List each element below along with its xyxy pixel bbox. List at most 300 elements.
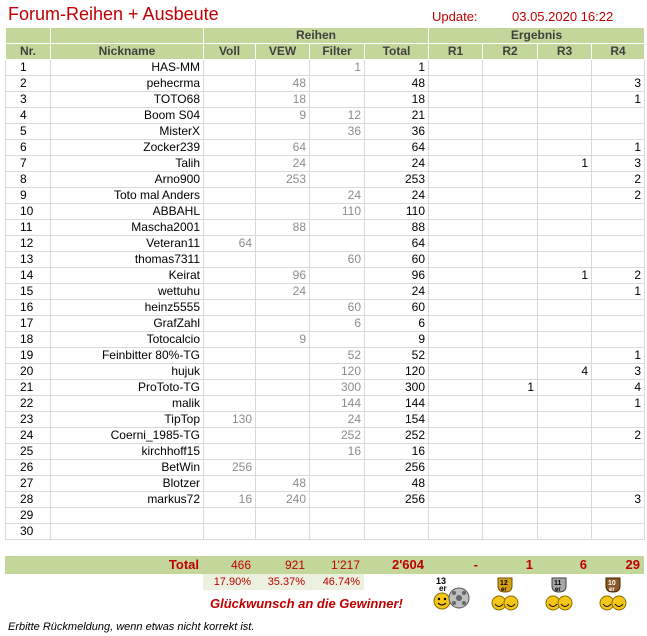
icon-label-10: 10 — [608, 580, 616, 587]
cell-r1 — [429, 124, 483, 140]
cell-nickname: pehecrma — [51, 76, 204, 92]
cell-voll — [204, 60, 256, 76]
cell-r2 — [483, 460, 538, 476]
cell-r4: 3 — [592, 156, 645, 172]
cell-total: 60 — [365, 252, 429, 268]
cell-r3 — [538, 284, 592, 300]
cell-filter — [310, 476, 365, 492]
cell-r1 — [429, 428, 483, 444]
cell-voll — [204, 396, 256, 412]
cell-voll: 16 — [204, 492, 256, 508]
total-total: 2'604 — [364, 556, 428, 574]
cell-nickname: wettuhu — [51, 284, 204, 300]
cell-filter — [310, 76, 365, 92]
cell-r4: 1 — [592, 92, 645, 108]
cell-voll — [204, 252, 256, 268]
cell-nickname: thomas7311 — [51, 252, 204, 268]
table-body — [6, 60, 645, 540]
cell-r4: 1 — [592, 284, 645, 300]
table-row — [6, 92, 645, 108]
cell-r2 — [483, 524, 538, 540]
cell-r4 — [592, 124, 645, 140]
cell-filter: 120 — [310, 364, 365, 380]
cell-r4: 1 — [592, 396, 645, 412]
cell-vew — [256, 316, 310, 332]
cell-total: 256 — [365, 492, 429, 508]
col-header-r1: R1 — [429, 44, 483, 60]
cell-filter — [310, 460, 365, 476]
cell-voll — [204, 124, 256, 140]
cell-r2 — [483, 124, 538, 140]
table-row — [6, 76, 645, 92]
icon-label-er: er — [501, 587, 507, 593]
table-row — [6, 476, 645, 492]
table-row — [6, 316, 645, 332]
icon-label-11: 11 — [554, 580, 562, 587]
cell-voll — [204, 220, 256, 236]
cell-vew — [256, 412, 310, 428]
cell-voll — [204, 108, 256, 124]
cell-r4 — [592, 332, 645, 348]
cell-nr: 2 — [6, 76, 51, 92]
cell-vew — [256, 508, 310, 524]
header-spacer — [51, 28, 204, 44]
total-r2: 1 — [482, 556, 537, 574]
cell-nr: 24 — [6, 428, 51, 444]
cell-r1 — [429, 60, 483, 76]
cell-nr: 9 — [6, 188, 51, 204]
cell-r4 — [592, 108, 645, 124]
cell-filter: 1 — [310, 60, 365, 76]
cell-vew: 253 — [256, 172, 310, 188]
cell-nr: 17 — [6, 316, 51, 332]
cell-total: 6 — [365, 316, 429, 332]
cell-filter: 16 — [310, 444, 365, 460]
table-row — [6, 428, 645, 444]
cell-filter — [310, 492, 365, 508]
cell-nr: 18 — [6, 332, 51, 348]
cell-nr: 19 — [6, 348, 51, 364]
table-row — [6, 508, 645, 524]
cell-total: 144 — [365, 396, 429, 412]
table-row — [6, 156, 645, 172]
cell-voll — [204, 348, 256, 364]
cell-r3: 1 — [538, 156, 592, 172]
cell-filter: 110 — [310, 204, 365, 220]
cell-voll: 256 — [204, 460, 256, 476]
cell-r4 — [592, 252, 645, 268]
cell-total: 24 — [365, 284, 429, 300]
cell-r3 — [538, 316, 592, 332]
cell-r1 — [429, 476, 483, 492]
cell-r2 — [483, 364, 538, 380]
table-row — [6, 412, 645, 428]
cell-r4 — [592, 220, 645, 236]
total-vew: 921 — [255, 556, 309, 574]
cell-voll — [204, 524, 256, 540]
pct-filter: 46.74% — [309, 574, 364, 590]
cell-total: 252 — [365, 428, 429, 444]
cell-r2 — [483, 284, 538, 300]
cell-nr: 21 — [6, 380, 51, 396]
cell-voll — [204, 508, 256, 524]
cell-vew: 18 — [256, 92, 310, 108]
cell-total: 154 — [365, 412, 429, 428]
cell-r2 — [483, 316, 538, 332]
cell-filter: 60 — [310, 300, 365, 316]
cell-nr: 3 — [6, 92, 51, 108]
cell-r2 — [483, 76, 538, 92]
cell-r2 — [483, 172, 538, 188]
cell-nickname: Feinbitter 80%-TG — [51, 348, 204, 364]
table-row — [6, 188, 645, 204]
cell-r1 — [429, 220, 483, 236]
col-header-r4: R4 — [592, 44, 645, 60]
table-row — [6, 204, 645, 220]
cell-nickname: kirchhoff15 — [51, 444, 204, 460]
cell-filter — [310, 508, 365, 524]
cell-r2 — [483, 268, 538, 284]
header-group-row — [6, 28, 645, 44]
total-r1: - — [428, 556, 482, 574]
cell-r1 — [429, 156, 483, 172]
table-row — [6, 460, 645, 476]
cell-vew — [256, 300, 310, 316]
cell-r4: 2 — [592, 172, 645, 188]
cell-voll — [204, 76, 256, 92]
cell-nickname — [51, 524, 204, 540]
13er-smiley-icon — [432, 576, 472, 612]
cell-r1 — [429, 332, 483, 348]
table-row — [6, 380, 645, 396]
cell-voll — [204, 156, 256, 172]
cell-r2: 1 — [483, 380, 538, 396]
cell-r2 — [483, 92, 538, 108]
cell-filter — [310, 92, 365, 108]
cell-nr: 14 — [6, 268, 51, 284]
col-header-nickname: Nickname — [51, 44, 204, 60]
cell-nickname: Zocker239 — [51, 140, 204, 156]
11er-trophy-smiley-icon — [544, 576, 574, 612]
cell-r3 — [538, 460, 592, 476]
cell-filter: 300 — [310, 380, 365, 396]
cell-voll — [204, 444, 256, 460]
cell-r2 — [483, 476, 538, 492]
cell-filter: 252 — [310, 428, 365, 444]
table-row — [6, 444, 645, 460]
col-header-r2: R2 — [483, 44, 538, 60]
cell-voll: 64 — [204, 236, 256, 252]
cell-filter — [310, 220, 365, 236]
cell-nr: 26 — [6, 460, 51, 476]
col-header-nr: Nr. — [6, 44, 51, 60]
cell-vew — [256, 252, 310, 268]
cell-nickname: heinz5555 — [51, 300, 204, 316]
cell-nr: 4 — [6, 108, 51, 124]
table-row — [6, 332, 645, 348]
table-row — [6, 140, 645, 156]
cell-total: 110 — [365, 204, 429, 220]
cell-r3 — [538, 412, 592, 428]
table-row — [6, 364, 645, 380]
cell-nickname: MisterX — [51, 124, 204, 140]
cell-r3 — [538, 236, 592, 252]
cell-filter — [310, 140, 365, 156]
cell-filter: 12 — [310, 108, 365, 124]
cell-nickname: Blotzer — [51, 476, 204, 492]
cell-filter: 6 — [310, 316, 365, 332]
col-header-voll: Voll — [204, 44, 256, 60]
totals-label: Total — [5, 556, 203, 574]
cell-r3 — [538, 428, 592, 444]
cell-total: 36 — [365, 124, 429, 140]
icon-label-er: er — [609, 587, 615, 593]
cell-vew — [256, 348, 310, 364]
cell-r4: 3 — [592, 492, 645, 508]
feedback-note: Erbitte Rückmeldung, wenn etwas nicht korrekt ist. — [8, 621, 255, 633]
cell-vew — [256, 524, 310, 540]
cell-nickname: ProToto-TG — [51, 380, 204, 396]
header-group-reihen: Reihen — [204, 28, 429, 44]
total-r3: 6 — [537, 556, 591, 574]
cell-total: 48 — [365, 76, 429, 92]
cell-voll — [204, 188, 256, 204]
table-row — [6, 252, 645, 268]
cell-nr: 27 — [6, 476, 51, 492]
cell-nickname: markus72 — [51, 492, 204, 508]
cell-voll — [204, 140, 256, 156]
cell-r1 — [429, 396, 483, 412]
cell-nr: 13 — [6, 252, 51, 268]
cell-vew: 48 — [256, 476, 310, 492]
cell-total: 96 — [365, 268, 429, 284]
cell-voll — [204, 204, 256, 220]
cell-r2 — [483, 300, 538, 316]
cell-vew: 64 — [256, 140, 310, 156]
cell-r3 — [538, 76, 592, 92]
cell-nickname: Boom S04 — [51, 108, 204, 124]
cell-total: 1 — [365, 60, 429, 76]
cell-r1 — [429, 92, 483, 108]
table-row — [6, 524, 645, 540]
cell-nr: 7 — [6, 156, 51, 172]
cell-nickname: Veteran11 — [51, 236, 204, 252]
totals-row — [5, 556, 644, 574]
cell-r3 — [538, 492, 592, 508]
cell-r2 — [483, 140, 538, 156]
pct-vew: 35.37% — [255, 574, 309, 590]
cell-r2 — [483, 332, 538, 348]
cell-r4 — [592, 60, 645, 76]
cell-r2 — [483, 412, 538, 428]
table-row — [6, 492, 645, 508]
icon-label-13: 13 — [436, 576, 447, 586]
cell-nickname: TOTO68 — [51, 92, 204, 108]
cell-nr: 15 — [6, 284, 51, 300]
cell-voll — [204, 172, 256, 188]
cell-nickname: Talih — [51, 156, 204, 172]
cell-nickname: ABBAHL — [51, 204, 204, 220]
cell-nickname: Toto mal Anders — [51, 188, 204, 204]
cell-r2 — [483, 236, 538, 252]
cell-r3 — [538, 444, 592, 460]
total-filter: 1'217 — [309, 556, 364, 574]
cell-r4: 2 — [592, 268, 645, 284]
header-spacer — [6, 28, 51, 44]
cell-vew — [256, 396, 310, 412]
table-row — [6, 124, 645, 140]
cell-total: 9 — [365, 332, 429, 348]
cell-r2 — [483, 428, 538, 444]
cell-nickname — [51, 508, 204, 524]
cell-r3 — [538, 476, 592, 492]
cell-r3 — [538, 300, 592, 316]
cell-filter — [310, 236, 365, 252]
cell-nr: 25 — [6, 444, 51, 460]
cell-r1 — [429, 76, 483, 92]
cell-nickname: TipTop — [51, 412, 204, 428]
cell-nr: 29 — [6, 508, 51, 524]
cell-r1 — [429, 236, 483, 252]
cell-r1 — [429, 268, 483, 284]
cell-r3 — [538, 60, 592, 76]
cell-r1 — [429, 188, 483, 204]
cell-voll — [204, 268, 256, 284]
cell-vew — [256, 428, 310, 444]
cell-total: 120 — [365, 364, 429, 380]
cell-voll — [204, 380, 256, 396]
cell-r2 — [483, 108, 538, 124]
cell-r3 — [538, 140, 592, 156]
update-timestamp: 03.05.2020 16:22 — [512, 9, 614, 24]
pct-voll: 17.90% — [203, 574, 255, 590]
percent-spacer — [5, 574, 203, 590]
header-group-ergebnis: Ergebnis — [429, 28, 645, 44]
cell-nickname: hujuk — [51, 364, 204, 380]
table-row — [6, 284, 645, 300]
cell-vew — [256, 460, 310, 476]
cell-filter — [310, 172, 365, 188]
cell-r3 — [538, 380, 592, 396]
percent-spacer — [364, 574, 428, 590]
cell-vew: 96 — [256, 268, 310, 284]
table-row — [6, 172, 645, 188]
cell-voll — [204, 284, 256, 300]
cell-nickname: Keirat — [51, 268, 204, 284]
total-r4: 29 — [591, 556, 644, 574]
cell-vew — [256, 124, 310, 140]
cell-r4: 1 — [592, 348, 645, 364]
cell-r1 — [429, 108, 483, 124]
cell-filter — [310, 524, 365, 540]
cell-total: 24 — [365, 156, 429, 172]
cell-r4 — [592, 460, 645, 476]
results-table — [5, 27, 645, 540]
cell-total: 88 — [365, 220, 429, 236]
cell-r1 — [429, 412, 483, 428]
cell-r1 — [429, 492, 483, 508]
cell-nr: 16 — [6, 300, 51, 316]
cell-r2 — [483, 156, 538, 172]
icon-label-er: er — [555, 587, 561, 593]
cell-r1 — [429, 172, 483, 188]
icon-label-er: er — [439, 584, 447, 593]
cell-r1 — [429, 380, 483, 396]
cell-r3 — [538, 508, 592, 524]
cell-r1 — [429, 252, 483, 268]
10er-trophy-smiley-icon — [598, 576, 628, 612]
cell-r1 — [429, 444, 483, 460]
cell-r2 — [483, 220, 538, 236]
cell-r1 — [429, 524, 483, 540]
cell-filter — [310, 268, 365, 284]
cell-r3 — [538, 396, 592, 412]
col-header-total: Total — [365, 44, 429, 60]
table-row — [6, 348, 645, 364]
icon-label-12: 12 — [500, 580, 508, 587]
cell-voll — [204, 476, 256, 492]
table-row — [6, 396, 645, 412]
cell-nr: 22 — [6, 396, 51, 412]
cell-filter: 24 — [310, 412, 365, 428]
cell-voll — [204, 364, 256, 380]
cell-r1 — [429, 508, 483, 524]
table-row — [6, 220, 645, 236]
cell-nickname: BetWin — [51, 460, 204, 476]
cell-total: 21 — [365, 108, 429, 124]
cell-r2 — [483, 492, 538, 508]
cell-r4 — [592, 236, 645, 252]
cell-total: 24 — [365, 188, 429, 204]
cell-vew: 24 — [256, 284, 310, 300]
cell-r3: 4 — [538, 364, 592, 380]
cell-total: 64 — [365, 236, 429, 252]
cell-total: 256 — [365, 460, 429, 476]
cell-nickname: GrafZahl — [51, 316, 204, 332]
cell-vew: 240 — [256, 492, 310, 508]
col-header-filter: Filter — [310, 44, 365, 60]
cell-nr: 11 — [6, 220, 51, 236]
cell-filter: 24 — [310, 188, 365, 204]
cell-r1 — [429, 284, 483, 300]
cell-nr: 5 — [6, 124, 51, 140]
cell-r2 — [483, 204, 538, 220]
cell-r4: 3 — [592, 364, 645, 380]
cell-r4 — [592, 524, 645, 540]
cell-total — [365, 508, 429, 524]
cell-r1 — [429, 300, 483, 316]
cell-r4 — [592, 476, 645, 492]
cell-r3 — [538, 252, 592, 268]
cell-nr: 20 — [6, 364, 51, 380]
cell-r3 — [538, 220, 592, 236]
cell-r1 — [429, 460, 483, 476]
cell-filter — [310, 332, 365, 348]
cell-r2 — [483, 188, 538, 204]
cell-filter: 144 — [310, 396, 365, 412]
cell-total: 52 — [365, 348, 429, 364]
cell-r1 — [429, 364, 483, 380]
cell-r4 — [592, 316, 645, 332]
cell-r4 — [592, 412, 645, 428]
cell-total: 16 — [365, 444, 429, 460]
cell-total: 64 — [365, 140, 429, 156]
table-row — [6, 60, 645, 76]
cell-r2 — [483, 348, 538, 364]
col-header-vew: VEW — [256, 44, 310, 60]
cell-vew — [256, 60, 310, 76]
cell-r4: 2 — [592, 188, 645, 204]
